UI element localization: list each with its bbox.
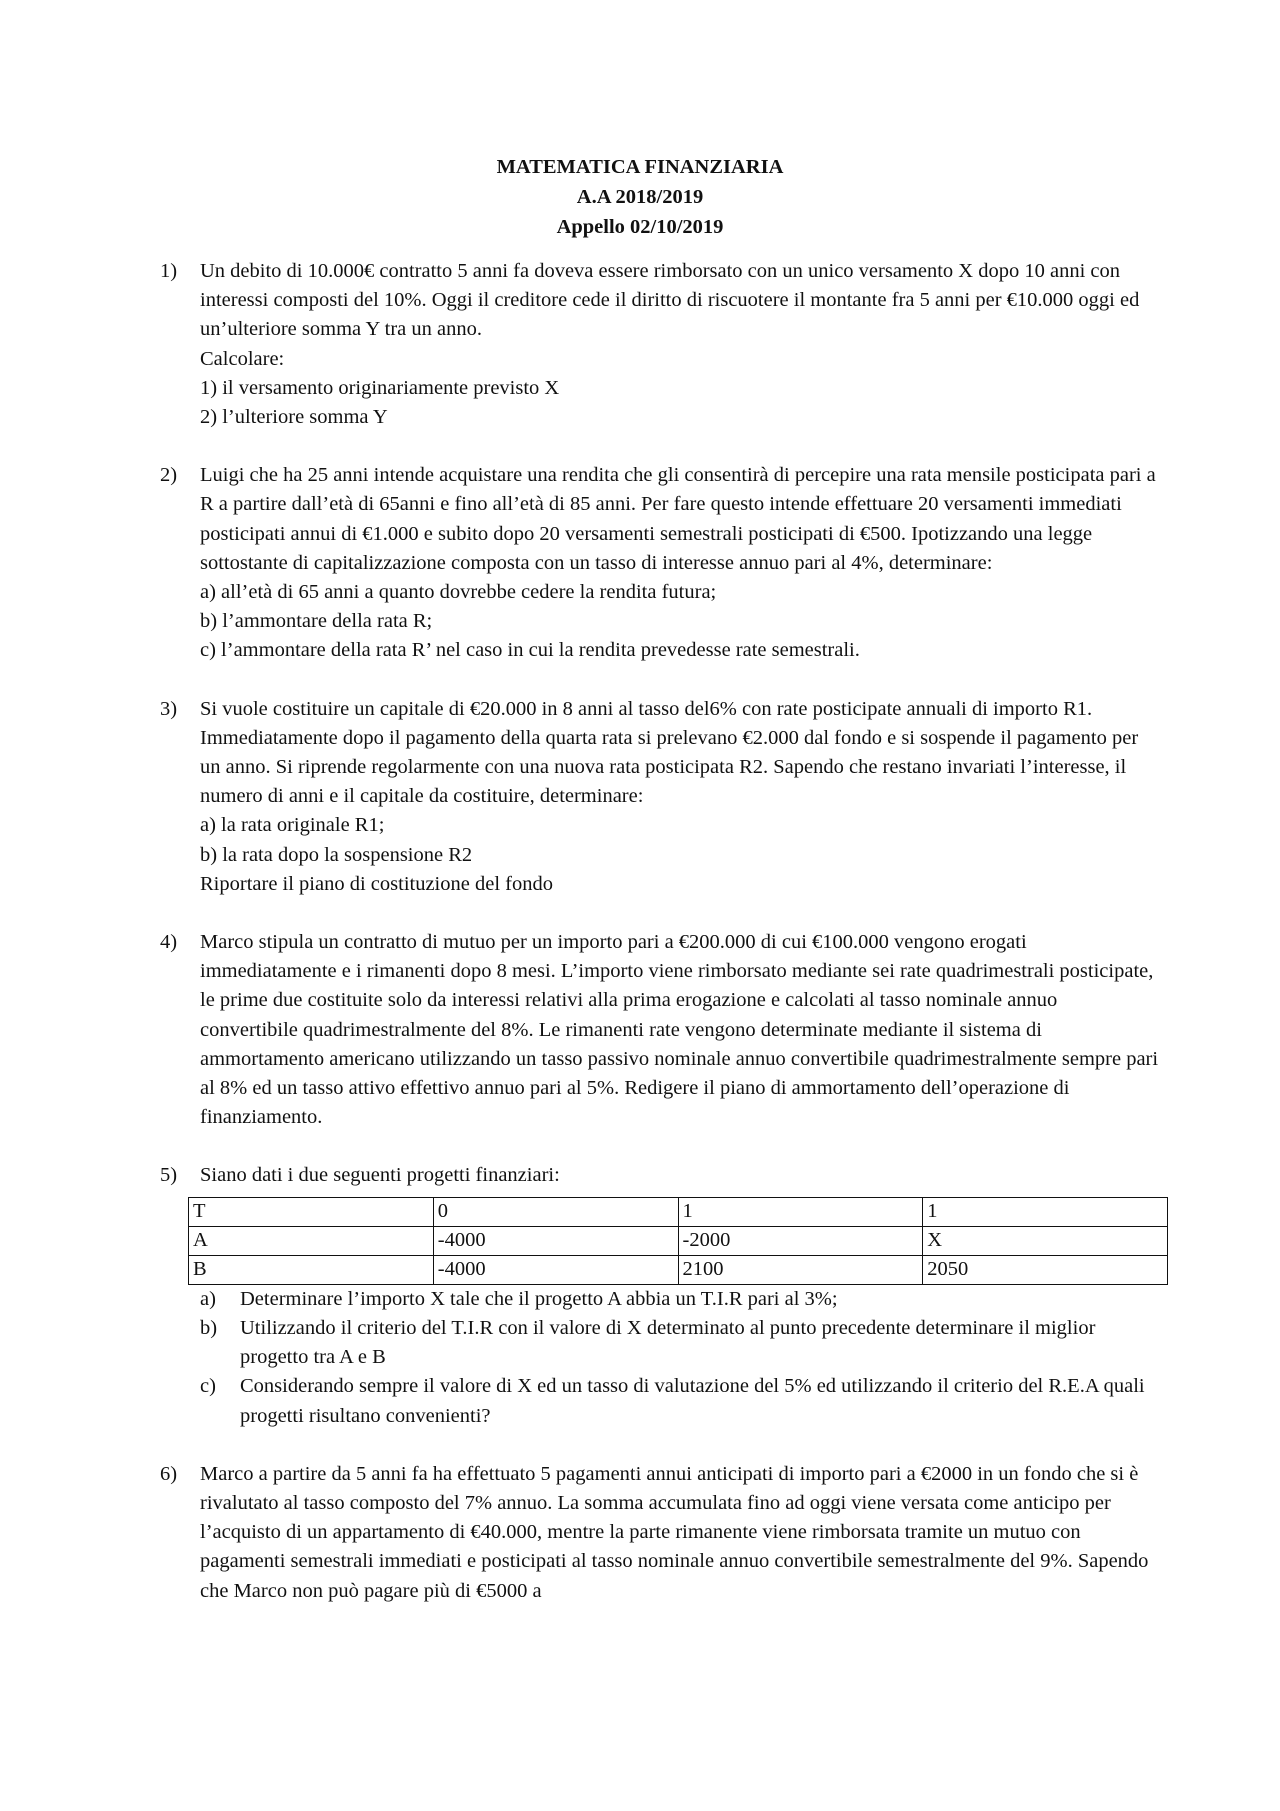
exam-date: Appello 02/10/2019 [556, 216, 724, 238]
subitem-text: Determinare l’importo X tale che il progetto A abbia un T.I.R pari al 3%; [240, 1287, 838, 1310]
academic-year: A.A 2018/2019 [576, 186, 704, 208]
question-number: 5) [160, 1164, 178, 1187]
question-3 [160, 695, 1160, 899]
document-header [0, 152, 1280, 242]
question-text: Si vuole costituire un capitale di €20.000 in 8 anni al tasso del6% con rate posticipate annuali di importo R1. Immediatamente dopo il pagamento della quarta rata si prelevano €2.000 dal fondo e si sospende il pagamento per un anno. Si riprende regolarmente con una nuova rata posticipata R2. Sapendo che restano invariati l’interesse, il numero di anni e il capitale da costituire, determinare: [200, 697, 1139, 808]
question-text: Riportare il piano di costituzione del fondo [200, 872, 553, 895]
subitem-label: a) [200, 1287, 216, 1310]
table-cell: -2000 [678, 1226, 923, 1255]
table-cell: T [189, 1197, 434, 1226]
table-cell: -4000 [433, 1226, 678, 1255]
question-subitem: b) l’ammontare della rata R; [200, 610, 433, 633]
table-row [189, 1255, 1168, 1284]
question-subitem: c) l’ammontare della rata R’ nel caso in cui la rendita prevedesse rate semestrali. [200, 639, 860, 662]
table-cell: B [189, 1255, 434, 1284]
question-5 [160, 1161, 1160, 1430]
subitem-label: b) [200, 1316, 218, 1339]
table-cell: -4000 [433, 1255, 678, 1284]
question-text: Calcolare: [200, 347, 285, 370]
question-6 [160, 1460, 1160, 1606]
question-number: 1) [160, 260, 178, 282]
table-row [189, 1197, 1168, 1226]
question-text: Un debito di 10.000€ contratto 5 anni fa doveva essere rimborsato con un unico versamento X dopo 10 anni con interessi composti del 10%. Oggi il creditore cede il diritto di riscuotere il montante fra 5 anni per €10.000 oggi ed un’ulteriore somma Y tra un anno. [200, 260, 1140, 341]
subitem-text: Considerando sempre il valore di X ed un tasso di valutazione del 5% ed utilizzando il criterio del R.E.A quali progetti risultano convenienti? [240, 1375, 1145, 1427]
question-subitem: 2) l’ulteriore somma Y [200, 406, 388, 429]
subitem-label: c) [200, 1375, 216, 1398]
table-row [189, 1226, 1168, 1255]
question-number: 6) [160, 1462, 178, 1485]
question-text: Marco a partire da 5 anni fa ha effettuato 5 pagamenti annui anticipati di importo pari a €2000 in un fondo che si è rivalutato al tasso composto del 7% annuo. La somma accumulata fino ad oggi viene versata come anticipo per l’acquisto di un appartamento di €40.000, mentre la parte rimanente viene rimborsata tramite un mutuo con pagamenti semestrali immediati e posticipati al tasso nominale annuo convertibile semestralmente del 9%. Sapendo che Marco non può pagare più di €5000 a [200, 1462, 1149, 1602]
question-text: Marco stipula un contratto di mutuo per un importo pari a €200.000 di cui €100.000 vengono erogati immediatamente e i rimanenti dopo 8 mesi. L’importo viene rimborsato mediante sei rate quadrimestrali posticipate, le prime due costituite solo da interessi relativi alla prima erogazione e calcolati al tasso nominale annuo convertibile quadrimestralmente del 8%. Le rimanenti rate vengono determinate mediante il sistema di ammortamento americano utilizzando un tasso passivo nominale annuo convertibile quadrimestralmente sempre pari al 8% ed un tasso attivo effettivo annuo pari al 5%. Redigere il piano di ammortamento dell’operazione di finanziamento. [200, 931, 1159, 1129]
question-subitem [200, 1314, 1160, 1372]
question-4 [160, 928, 1160, 1132]
course-title: MATEMATICA FINANZIARIA [496, 156, 784, 178]
question-number: 4) [160, 931, 178, 954]
question-subitem: a) all’età di 65 anni a quanto dovrebbe cedere la rendita futura; [200, 581, 717, 604]
question-1 [160, 257, 1160, 432]
table-cell: A [189, 1226, 434, 1255]
question-text: Luigi che ha 25 anni intende acquistare una rendita che gli consentirà di percepire una rata mensile posticipata pari a R a partire dall’età di 65anni e fino all’età di 85 anni. Per fare questo intende effettuare 20 versamenti immediati posticipati annui di €1.000 e subito dopo 20 versamenti semestrali posticipati di €500. Ipotizzando una legge sottostante di capitalizzazione composta con un tasso di interesse annuo pari al 4%, determinare: [200, 464, 1156, 574]
question-text: Siano dati i due seguenti progetti finanziari: [200, 1164, 560, 1187]
table-cell: 2050 [923, 1255, 1168, 1284]
question-subitem: 1) il versamento originariamente previsto X [200, 376, 560, 399]
question-subitem [200, 1372, 1160, 1430]
table-cell: 1 [923, 1197, 1168, 1226]
question-subitem: b) la rata dopo la sospensione R2 [200, 843, 473, 866]
question-number: 2) [160, 464, 178, 487]
question-2 [160, 461, 1160, 665]
table-cell: 0 [433, 1197, 678, 1226]
exam-questions [160, 257, 1160, 1635]
table-cell: X [923, 1226, 1168, 1255]
question-subitem: a) la rata originale R1; [200, 814, 385, 837]
question-number: 3) [160, 697, 178, 720]
table-cell: 2100 [678, 1255, 923, 1284]
projects-table [188, 1197, 1168, 1285]
subitem-text: Utilizzando il criterio del T.I.R con il valore di X determinato al punto precedente determinare il miglior progetto tra A e B [240, 1316, 1096, 1369]
table-cell: 1 [678, 1197, 923, 1226]
question-subitem [200, 1285, 1160, 1314]
